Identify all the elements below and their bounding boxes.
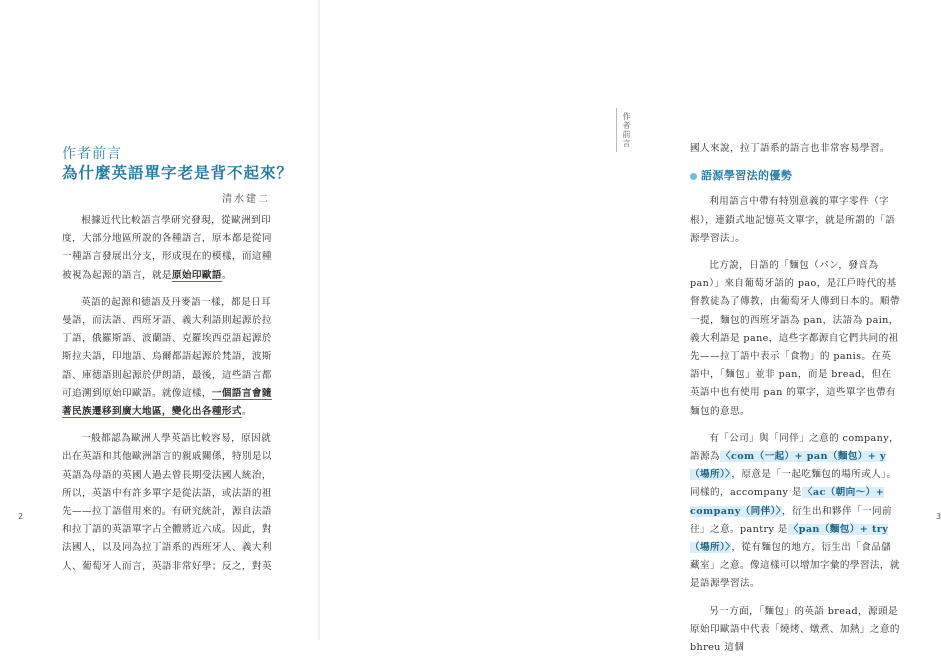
paragraph: 一般都認為歐洲人學英語比較容易，原因就出在英語和其他歐洲語言的親戚關係，特別是以英語為母語的英國人過去曾長期受法國人統治，所以，英語中有許多單字是從法語，或法語的祖先——拉丁語借用來的。有研究統計，源自法語和拉丁語的英語單字占全體將近六成。因此，對法國人，以及同為拉丁語系的西班牙人、義大利人、葡萄牙人而言，英語非常好學；反之，對英 xyxy=(62,433,272,572)
page-title: 為什麼英語單字老是背不起來？ xyxy=(62,164,294,182)
section-subheading: 語源學習法的優勢 xyxy=(690,167,900,185)
page-number-right: 3 xyxy=(936,512,941,521)
etymology-highlight: 〈pan（麵包）+ try（場所）〉 xyxy=(690,523,889,554)
left-body-text xyxy=(62,212,272,585)
page-number-left: 2 xyxy=(18,512,24,521)
paragraph: 國人來說，拉丁語系的語言也非常容易學習。 xyxy=(690,143,890,154)
etymology-highlight: 〈ac（朝向～）+ company（同伴）〉 xyxy=(690,487,885,517)
left-page xyxy=(0,0,318,640)
paragraph: 利用語言中帶有特別意義的單字零件（字根），連鎖式地記憶英文單字，就是所謂的「語源學習法」。 xyxy=(690,196,896,244)
paragraph: 根據近代比較語言學研究發現，從歐洲到印度，大部分地區所說的各種語言，原本都是從同一種語言發展出分支，形成現在的模樣，而這種被視為起源的語言，就是原始印歐語。 xyxy=(62,215,272,281)
etymology-highlight: 〈com（一起）+ pan（麵包）+ y（場所）〉 xyxy=(690,451,886,481)
author-name: 清水建二 xyxy=(222,194,270,205)
paragraph: 另一方面，「麵包」的英語 bread，源頭是原始印歐語中代表「燒烤、燉煮、加熱」之意的 bhreu 這個 xyxy=(690,605,900,654)
side-tab-divider xyxy=(616,108,617,152)
paragraph: 有「公司」與「同伴」之意的 company，語源為〈com（一起）+ pan（麵包）+ y（場所）〉，原意是「一起吃麵包的場所或人」。同樣的，accompany 是〈ac（朝向～）+ company（同伴）〉，衍生出和夥伴「一同前往」之意。pantry 是〈pan（麵包）+ try（場所）〉，從有麵包的地方，衍生出「食品儲藏室」之意。像這樣可以增加字彙的學習法，就是語源學習法。 xyxy=(690,432,900,590)
right-body-text xyxy=(690,140,900,666)
side-tab-label: 作者前言 xyxy=(622,112,631,148)
emphasis-text: 原始印歐語 xyxy=(171,269,222,281)
section-kicker: 作者前言 xyxy=(62,146,122,162)
bullet-dot-icon xyxy=(690,173,697,180)
paragraph: 英語的起源和德語及丹麥語一樣，都是日耳曼語，而法語、西班牙語、義大利語則起源於拉丁語，俄羅斯語、波蘭語、克羅埃西亞語起源於斯拉夫語，印地語、烏爾都語起源於梵語，波斯語、庫德語則起源於伊朗語，最後，這些語言都可追溯到原始印歐語。就像這樣，一個語言會隨著民族遷移到廣大地區，變化出各種形式。 xyxy=(62,296,272,418)
paragraph: 比方說，日語的「麵包（パン，發音為 pan）」來自葡萄牙語的 pao，是江戶時代的基督教徒為了傳教，由葡萄牙人傳到日本的。順帶一提，麵包的西班牙語為 pan，法語為 pain，義大利語是 pane，這些字都源自它們共同的祖先——拉丁語中表示「食物」的 panis。在英語中，「麵包」並非 pan，而是 bread，但在英語中也有使用 pan 的單字，這些單字也帶有麵包的意思。 xyxy=(690,260,900,417)
right-page xyxy=(320,0,941,654)
emphasis-text: 一個語言會隨著民族遷移到廣大地區，變化出各種形式 xyxy=(62,387,272,418)
